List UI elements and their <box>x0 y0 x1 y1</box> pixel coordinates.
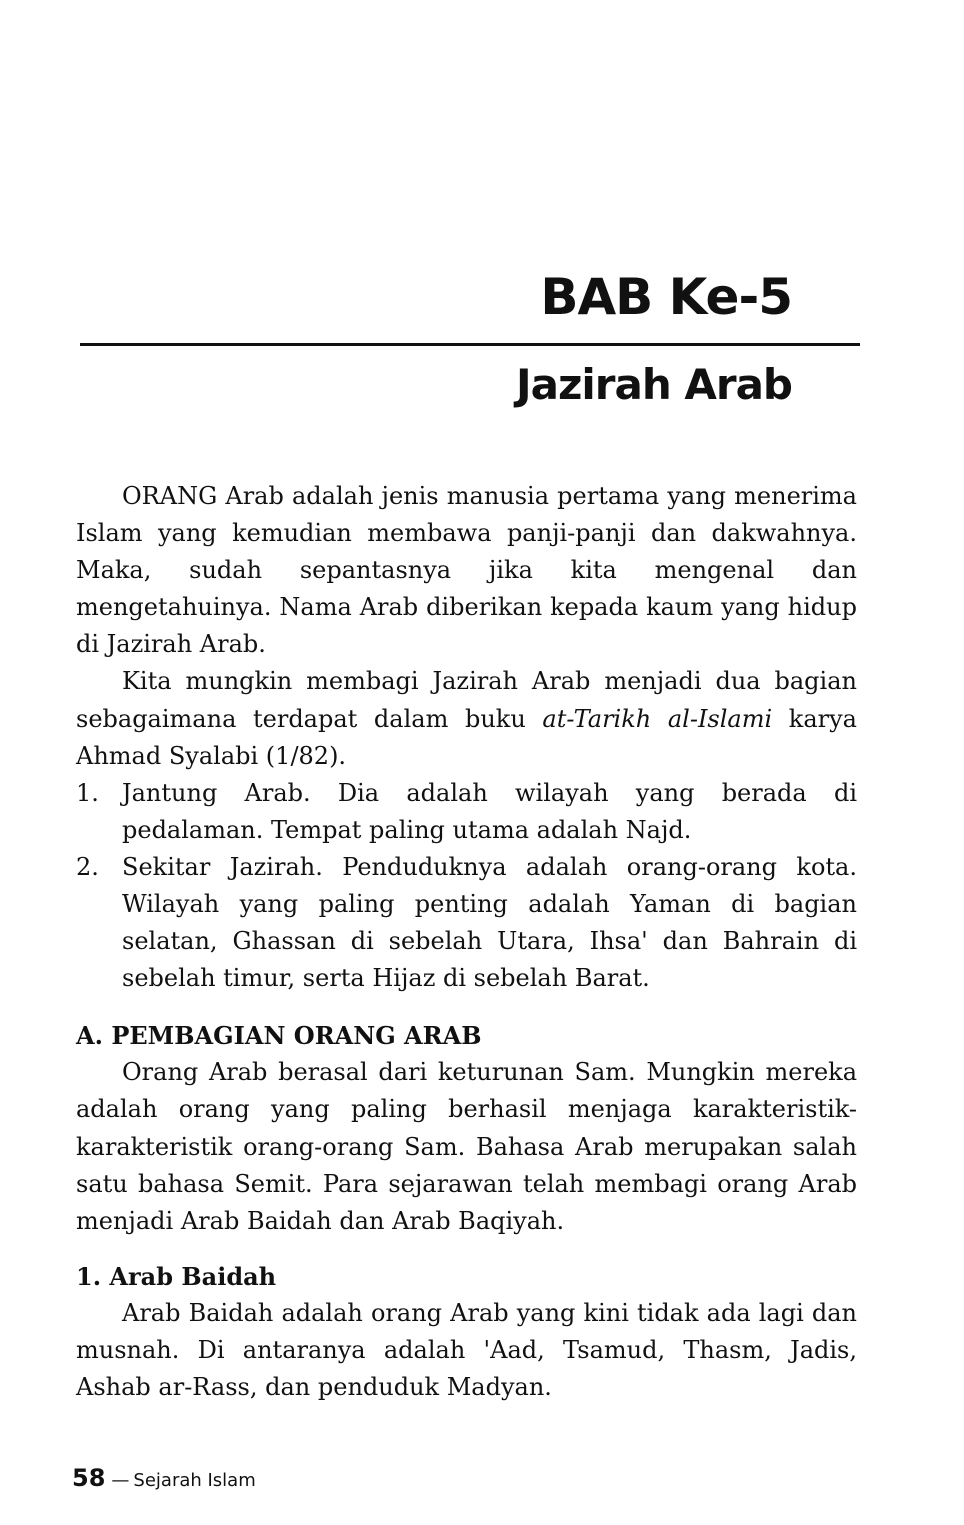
list-item-number: 2. <box>76 852 99 881</box>
region-list <box>76 775 857 998</box>
list-item <box>76 775 857 849</box>
list-item-text: Sekitar Jazirah. Penduduknya adalah orang-orang kota. Wilayah yang paling penting adalah Yaman di bagian selatan, Ghassan di sebelah Utara, Ihsa' dan Bahrain di sebelah timur, serta Hijaz di sebelah Barat. <box>122 852 857 993</box>
body-text <box>76 478 857 1406</box>
intro-paragraph-2-text-b: karya Ahmad Syalabi (1/82). <box>76 704 857 770</box>
section-heading: A. PEMBAGIAN ORANG ARAB <box>76 1021 482 1051</box>
section-paragraph: Orang Arab berasal dari keturunan Sam. Mungkin mereka adalah orang yang paling berhasil menjaga karakteristik-karakteristik orang-orang Sam. Bahasa Arab merupakan salah satu bahasa Semit. Para sejarawan telah membagi orang Arab menjadi Arab Baidah dan Arab Baqiyah. <box>76 1058 857 1235</box>
chapter-divider <box>80 343 860 346</box>
book-title-reference: at-Tarikh al-Islami <box>542 704 773 733</box>
intro-paragraph-1: ORANG Arab adalah jenis manusia pertama yang menerima Islam yang kemudian membawa panji-panji dan dakwahnya. Maka, sudah sepantasnya jika kita mengenal dan mengetahuinya. Nama Arab diberikan kepada kaum yang hidup di Jazirah Arab. <box>76 482 857 659</box>
list-item-number: 1. <box>76 778 99 807</box>
list-item-text: Jantung Arab. Dia adalah wilayah yang berada di pedalaman. Tempat paling utama adalah Najd. <box>122 778 857 844</box>
chapter-title: Jazirah Arab <box>515 360 792 409</box>
chapter-number: BAB Ke-5 <box>540 268 792 326</box>
page-footer <box>72 1466 256 1490</box>
subsection-heading: 1. Arab Baidah <box>76 1261 277 1291</box>
page-number: 58 <box>72 1464 106 1492</box>
intro-paragraph-2 <box>76 663 857 774</box>
running-book-title: Sejarah Islam <box>133 1470 256 1491</box>
intro-paragraph-2-text-a: Kita mungkin membagi Jazirah Arab menjadi dua bagian sebagaimana terdapat dalam buku <box>76 667 857 733</box>
footer-separator: — <box>111 1470 130 1491</box>
subsection-paragraph: Arab Baidah adalah orang Arab yang kini tidak ada lagi dan musnah. Di antaranya adalah 'Aad, Tsamud, Thasm, Jadis, Ashab ar-Rass, dan penduduk Madyan. <box>76 1298 857 1401</box>
list-item <box>76 849 857 997</box>
